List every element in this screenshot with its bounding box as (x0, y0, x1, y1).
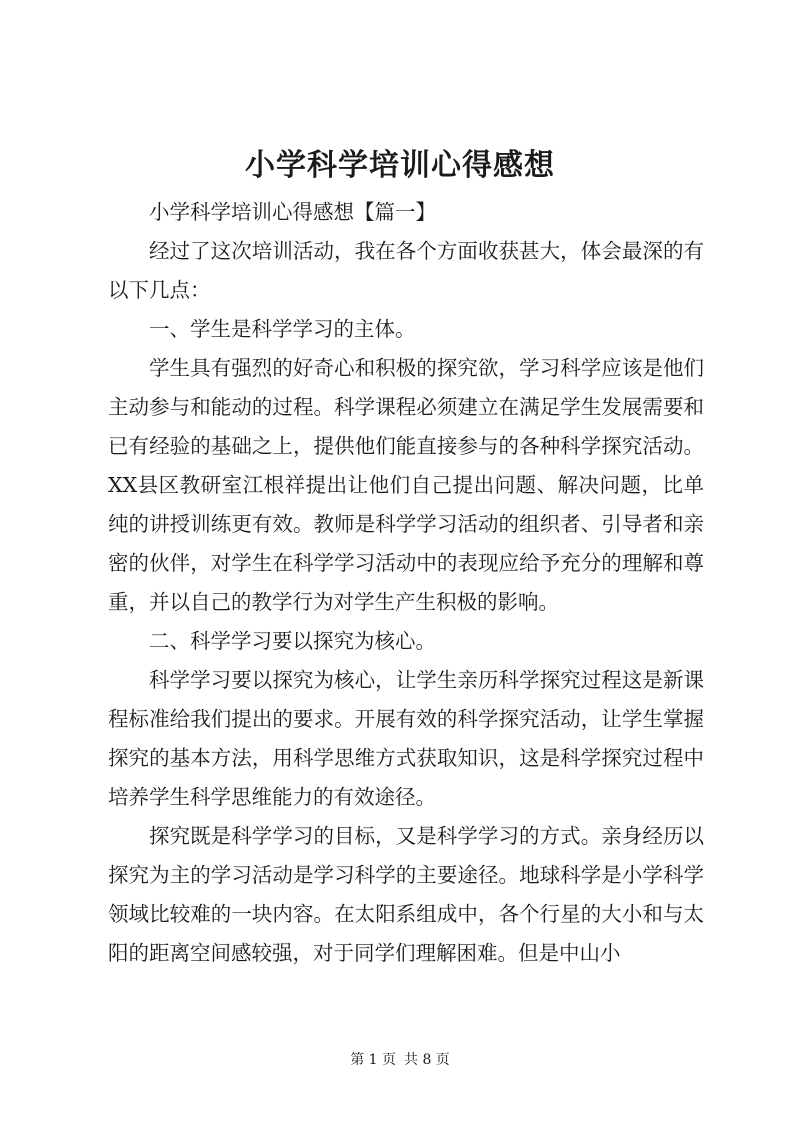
paragraph-subtitle: 小学科学培训心得感想【篇一】 (149, 200, 436, 224)
document-title: 小学科学培训心得感想 (245, 148, 555, 183)
paragraph-intro: 经过了这次培训活动，我在各个方面收获甚大，体会最深的有以下几点： (108, 239, 704, 302)
document-body (108, 193, 704, 973)
page-total: 共 8 页 (404, 1052, 450, 1068)
paragraph-heading-1: 一、学生是科学学习的主体。 (149, 317, 416, 341)
page-footer (0, 1049, 800, 1069)
paragraph-heading-2: 二、科学学习要以探究为核心。 (149, 629, 436, 653)
page-number: 第 1 页 (350, 1052, 396, 1068)
paragraph-section-3: 探究既是科学学习的目标，又是科学学习的方式。亲身经历以探究为主的学习活动是学习科学的主要途径。地球科学是小学科学领域比较难的一块内容。在太阳系组成中，各个行星的大小和与太阳的距离空间感较强，对于同学们理解困难。但是中山小 (108, 824, 704, 965)
paragraph-section-2: 科学学习要以探究为核心，让学生亲历科学探究过程这是新课程标准给我们提出的要求。开展有效的科学探究活动，让学生掌握探究的基本方法，用科学思维方式获取知识，这是科学探究过程中培养学生科学思维能力的有效途径。 (108, 668, 704, 809)
paragraph-section-1: 学生具有强烈的好奇心和积极的探究欲，学习科学应该是他们主动参与和能动的过程。科学课程必须建立在满足学生发展需要和已有经验的基础之上，提供他们能直接参与的各种科学探究活动。XX县区教研室江根祥提出让他们自己提出问题、解决问题，比单纯的讲授训练更有效。教师是科学学习活动的组织者、引导者和亲密的伙伴，对学生在科学学习活动中的表现应给予充分的理解和尊重，并以自己的教学行为对学生产生积极的影响。 (108, 356, 704, 614)
